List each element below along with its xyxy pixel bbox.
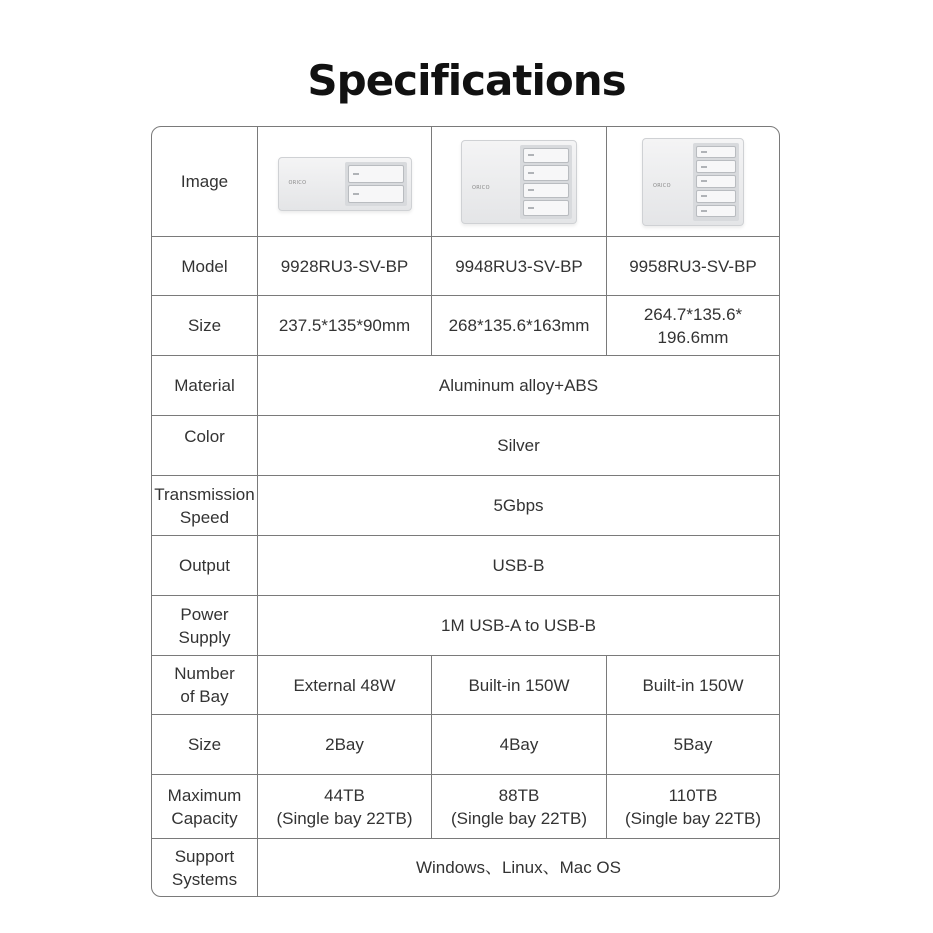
model-value-2: 9948RU3-SV-BP bbox=[432, 237, 607, 295]
row-label-output: Output bbox=[152, 536, 258, 595]
4-bay-enclosure-image bbox=[461, 140, 577, 224]
bay-number-value-2: Built-in 150W bbox=[432, 656, 607, 714]
row-label-systems: Support Systems bbox=[152, 839, 258, 896]
row-label-color: Color bbox=[152, 416, 258, 475]
output-value: USB-B bbox=[492, 556, 545, 575]
table-row-systems bbox=[152, 838, 779, 896]
capacity-value-1: 44TB (Single bay 22TB) bbox=[258, 775, 432, 838]
bay-size-value-2: 4Bay bbox=[432, 715, 607, 774]
row-label-speed: Transmission Speed bbox=[152, 476, 258, 535]
capacity-value-2: 88TB (Single bay 22TB) bbox=[432, 775, 607, 838]
bay-number-value-1: External 48W bbox=[258, 656, 432, 714]
row-label-image: Image bbox=[152, 127, 258, 236]
table-row-color bbox=[152, 415, 779, 475]
table-row-bay-number bbox=[152, 655, 779, 714]
row-label-material: Material bbox=[152, 356, 258, 415]
row-label-size: Size bbox=[152, 296, 258, 355]
2-bay-enclosure-image bbox=[278, 157, 412, 211]
row-label-model: Model bbox=[152, 237, 258, 295]
brand-logo: ORICO bbox=[288, 179, 307, 186]
row-label-bay-size: Size bbox=[152, 715, 258, 774]
table-row-output bbox=[152, 535, 779, 595]
speed-value: 5Gbps bbox=[493, 496, 544, 515]
product-image-cell-1 bbox=[258, 127, 432, 236]
row-label-power: Power Supply bbox=[152, 596, 258, 655]
bay-size-value-1: 2Bay bbox=[258, 715, 432, 774]
table-row-speed bbox=[152, 475, 779, 535]
capacity-value-3: 110TB (Single bay 22TB) bbox=[624, 785, 762, 828]
brand-logo: ORICO bbox=[472, 184, 490, 191]
page-title: Specifications bbox=[307, 56, 626, 105]
table-row-bay-size bbox=[152, 714, 779, 774]
size-value-2: 268*135.6*163mm bbox=[432, 296, 607, 355]
row-label-capacity: Maximum Capacity bbox=[152, 775, 258, 838]
product-image-cell-3 bbox=[607, 127, 779, 236]
spec-table bbox=[151, 126, 780, 897]
row-label-bay-number: Number of Bay bbox=[152, 656, 258, 714]
bay-size-value-3: 5Bay bbox=[673, 735, 713, 754]
color-value: Silver bbox=[497, 436, 540, 455]
table-row-power bbox=[152, 595, 779, 655]
power-value: 1M USB-A to USB-B bbox=[441, 616, 596, 635]
table-row-image bbox=[152, 127, 779, 236]
model-value-3: 9958RU3-SV-BP bbox=[629, 256, 757, 276]
model-value-1: 9928RU3-SV-BP bbox=[258, 237, 432, 295]
table-row-model bbox=[152, 236, 779, 295]
systems-value: Windows、Linux、Mac OS bbox=[415, 858, 621, 877]
bay-number-value-3: Built-in 150W bbox=[642, 675, 744, 695]
5-bay-enclosure-image bbox=[642, 138, 744, 226]
table-row-size bbox=[152, 295, 779, 355]
table-row-material bbox=[152, 355, 779, 415]
material-value: Aluminum alloy+ABS bbox=[438, 376, 599, 395]
size-value-3: 264.7*135.6* 196.6mm bbox=[643, 304, 743, 347]
table-row-capacity bbox=[152, 774, 779, 838]
product-image-cell-2 bbox=[432, 127, 607, 236]
brand-logo: ORICO bbox=[653, 182, 671, 189]
size-value-1: 237.5*135*90mm bbox=[258, 296, 432, 355]
